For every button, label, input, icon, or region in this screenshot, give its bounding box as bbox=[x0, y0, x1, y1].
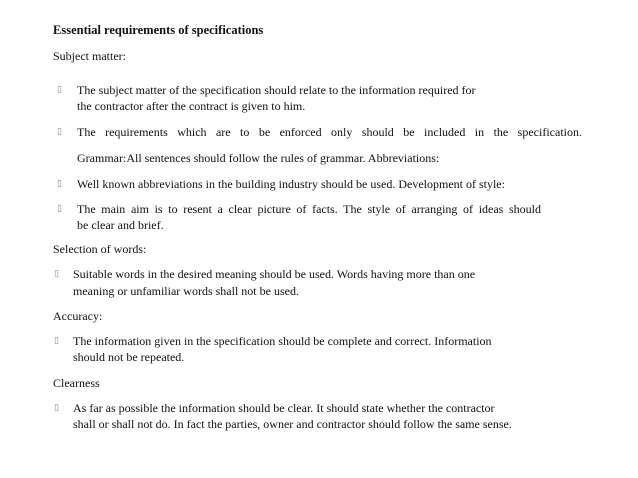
subject-paragraph-5-line-1: The main aim is to resent a clear picture of facts. The style of arranging of ideas should bbox=[77, 202, 541, 216]
subject-paragraph-4: Well known abbreviations in the building industry should be used. Development of style: bbox=[77, 177, 505, 191]
bullet-icon: ▯ bbox=[54, 269, 59, 279]
bullet-icon: ▯ bbox=[57, 85, 62, 95]
document-title: Essential requirements of specifications bbox=[53, 23, 264, 37]
subject-paragraph-2: The requirements which are to be enforced only should be included in the specification. bbox=[77, 125, 582, 139]
subject-paragraph-3: Grammar:All sentences should follow the rules of grammar. Abbreviations: bbox=[77, 151, 440, 165]
clearness-paragraph-1-line-2: shall or shall not do. In fact the parties, owner and contractor should follow the same sense. bbox=[73, 417, 512, 431]
bullet-icon: ▯ bbox=[54, 403, 59, 413]
heading-accuracy: Accuracy: bbox=[53, 309, 103, 323]
heading-selection-of-words: Selection of words: bbox=[53, 242, 147, 256]
bullet-icon: ▯ bbox=[54, 336, 59, 346]
accuracy-paragraph-1-line-2: should not be repeated. bbox=[73, 350, 185, 364]
bullet-icon: ▯ bbox=[57, 127, 62, 137]
subject-paragraph-5-line-2: be clear and brief. bbox=[77, 218, 164, 232]
clearness-paragraph-1-line-1: As far as possible the information should be clear. It should state whether the contractor bbox=[73, 401, 495, 415]
subject-paragraph-1-line-2: the contractor after the contract is given to him. bbox=[77, 99, 306, 113]
bullet-icon: ▯ bbox=[57, 179, 62, 189]
words-paragraph-1-line-2: meaning or unfamiliar words shall not be used. bbox=[73, 284, 299, 298]
words-paragraph-1-line-1: Suitable words in the desired meaning should be used. Words having more than one bbox=[73, 267, 476, 281]
bullet-icon: ▯ bbox=[57, 204, 62, 214]
subject-paragraph-1-line-1: The subject matter of the specification should relate to the information required for bbox=[77, 83, 476, 97]
heading-subject-matter: Subject matter: bbox=[53, 49, 126, 63]
accuracy-paragraph-1-line-1: The information given in the specification should be complete and correct. Information bbox=[73, 334, 492, 348]
heading-clearness: Clearness bbox=[53, 376, 100, 390]
